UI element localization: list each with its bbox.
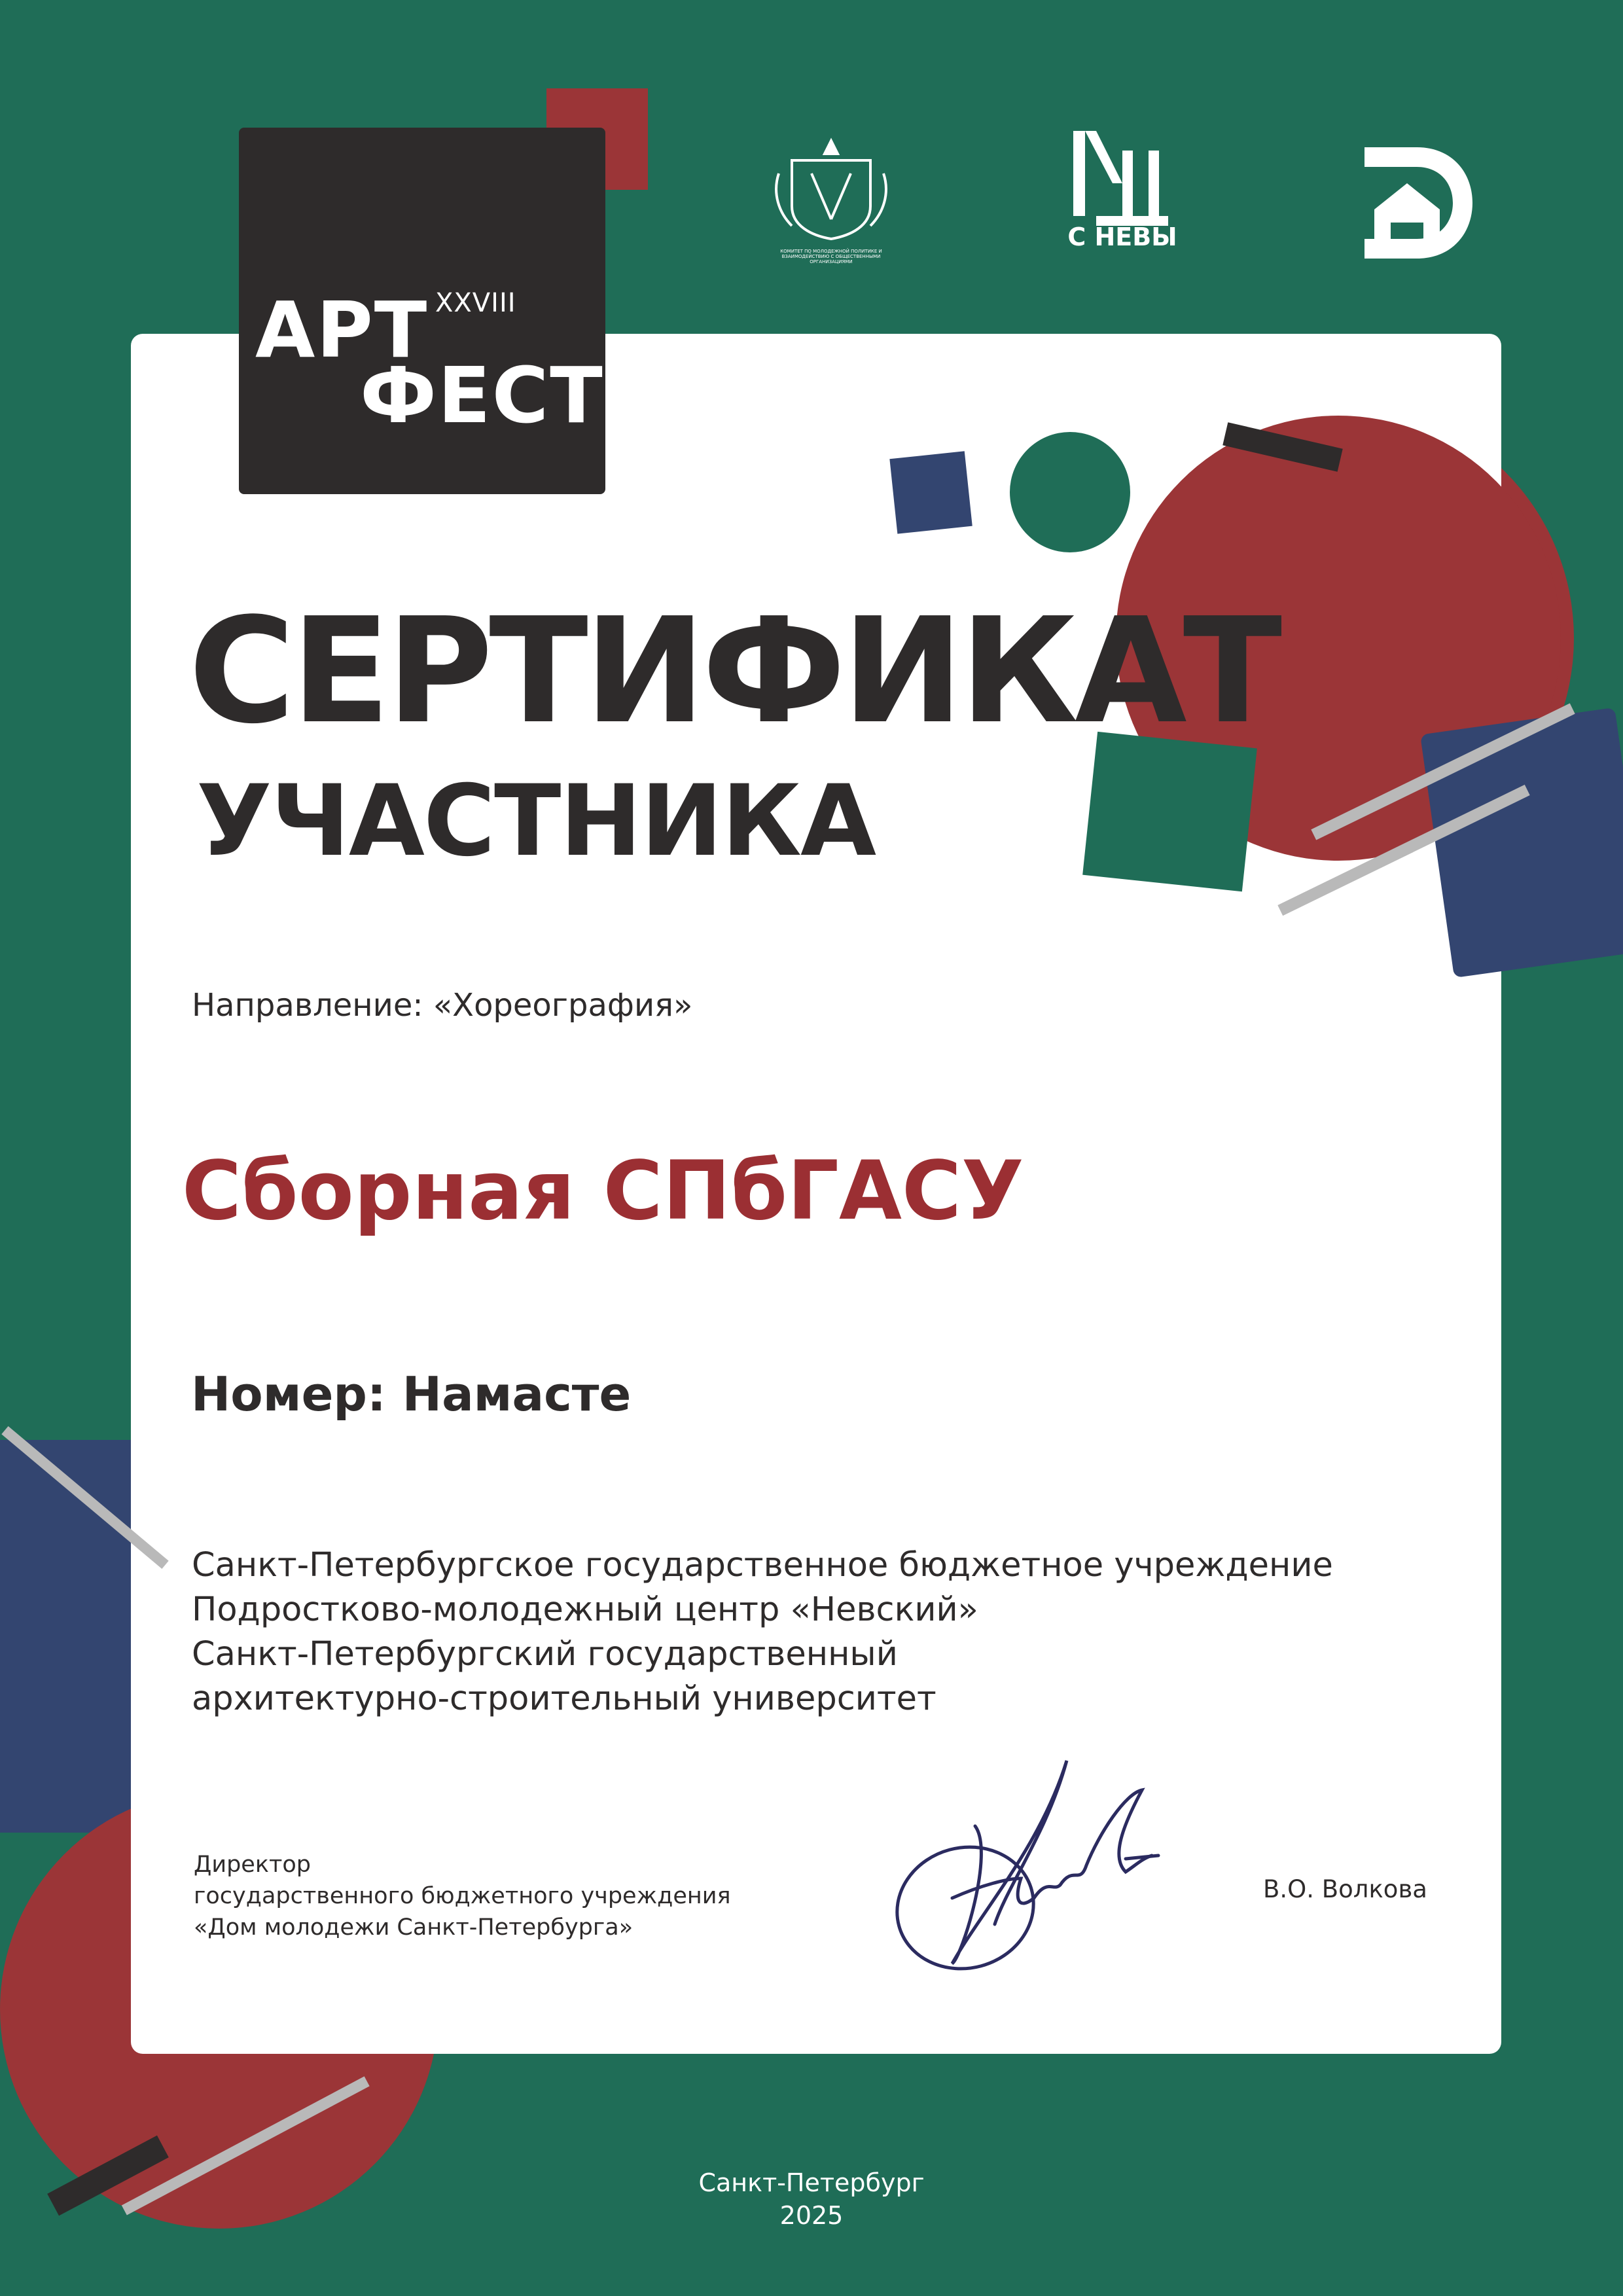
footer-city: Санкт-Петербург: [698, 2168, 925, 2197]
logo-word-art: АРТ: [255, 285, 429, 375]
coat-of-arms-icon: [766, 134, 897, 245]
navy-small-square: [889, 451, 972, 533]
black-bar-bottom: [47, 2136, 169, 2216]
house-d-icon: [1361, 141, 1476, 262]
direction-text: Направление: «Хореография»: [192, 987, 693, 1024]
footer: [654, 2166, 969, 2232]
artfest-logo: [239, 128, 605, 494]
logo-edition: XXVIII: [435, 288, 516, 318]
organizer-line: Санкт-Петербургское государственное бюджетное учреждение: [192, 1546, 1333, 1585]
navy-rect-right-front: [1420, 708, 1623, 978]
certificate-subtitle: УЧАСТНИКА: [196, 764, 876, 878]
organizers-block: [192, 1543, 1333, 1721]
director-line: Директор: [194, 1852, 311, 1878]
signature: [883, 1761, 1158, 1984]
organizer-line: Подростково-молодежный центр «Невский»: [192, 1590, 978, 1629]
committee-logo: [766, 134, 897, 265]
organizer-line: архитектурно-строительный университет: [192, 1679, 936, 1718]
dom-molodezhi-logo: [1361, 141, 1476, 262]
my-s-nevy-logo: [1057, 128, 1188, 272]
signatory-name: В.О. Волкова: [1263, 1875, 1427, 1903]
committee-caption: КОМИТЕТ ПО МОЛОДЕЖНОЙ ПОЛИТИКЕ И ВЗАИМОДЕЙСТВИЮ С ОБЩЕСТВЕННЫМИ ОРГАНИЗАЦИЯМИ: [780, 249, 882, 264]
my-s-nevy-caption: С НЕВЫ: [1067, 223, 1177, 251]
footer-year: 2025: [779, 2201, 844, 2230]
director-line: «Дом молодежи Санкт-Петербурга»: [194, 1914, 633, 1941]
m-letter-icon: [1057, 128, 1188, 226]
logo-word-fest: ФЕСТ: [360, 350, 604, 440]
certificate-title: СЕРТИФИКАТ: [188, 587, 1279, 756]
organizer-line: Санкт-Петербургский государственный: [192, 1635, 898, 1674]
green-small-circle: [1010, 432, 1130, 552]
director-block: [194, 1849, 731, 1943]
director-line: государственного бюджетного учреждения: [194, 1883, 731, 1909]
gray-bar-left: [1, 1426, 168, 1569]
performance-number: Номер: Намасте: [191, 1367, 632, 1422]
team-name: Сборная СПбГАСУ: [182, 1144, 1024, 1238]
